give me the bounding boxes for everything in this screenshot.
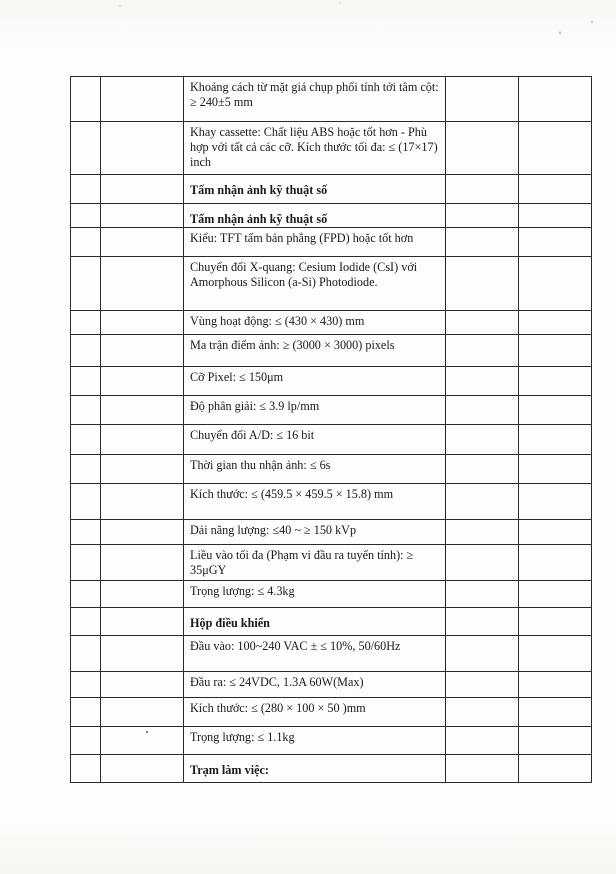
spec-description: Cỡ Pixel: ≤ 150μm	[184, 367, 446, 396]
empty-cell	[446, 727, 519, 755]
scan-dot	[146, 731, 148, 733]
spec-row	[71, 228, 592, 257]
spec-description: Kích thước: ≤ (280 × 100 × 50 )mm	[184, 698, 446, 727]
spec-row	[71, 367, 592, 396]
empty-cell	[519, 484, 592, 520]
spec-row	[71, 396, 592, 425]
empty-cell	[71, 455, 101, 484]
empty-cell	[519, 122, 592, 175]
empty-cell	[71, 77, 101, 122]
scan-specks	[0, 0, 616, 40]
spec-row	[71, 520, 592, 545]
spec-description: Chuyển đổi A/D: ≤ 16 bit	[184, 425, 446, 455]
empty-cell	[446, 311, 519, 335]
empty-cell	[446, 581, 519, 608]
section-heading-row	[71, 204, 592, 228]
empty-cell	[101, 608, 184, 636]
empty-cell	[101, 396, 184, 425]
spec-row	[71, 727, 592, 755]
empty-cell	[446, 122, 519, 175]
empty-cell	[101, 545, 184, 581]
spec-row	[71, 455, 592, 484]
spec-row	[71, 335, 592, 367]
empty-cell	[71, 727, 101, 755]
spec-description: Chuyển đổi X-quang: Cesium Iodide (CsI) với Amorphous Silicon (a-Si) Photodiode.	[184, 257, 446, 311]
empty-cell	[446, 520, 519, 545]
empty-cell	[519, 755, 592, 783]
empty-cell	[101, 175, 184, 204]
empty-cell	[519, 204, 592, 228]
empty-cell	[519, 545, 592, 581]
spec-row	[71, 636, 592, 672]
empty-cell	[446, 672, 519, 698]
empty-cell	[519, 257, 592, 311]
empty-cell	[71, 335, 101, 367]
empty-cell	[101, 311, 184, 335]
empty-cell	[446, 367, 519, 396]
section-heading-row	[71, 608, 592, 636]
empty-cell	[446, 396, 519, 425]
empty-cell	[71, 311, 101, 335]
spec-row	[71, 425, 592, 455]
empty-cell	[71, 175, 101, 204]
empty-cell	[519, 77, 592, 122]
empty-cell	[446, 175, 519, 204]
empty-cell	[446, 484, 519, 520]
empty-cell	[519, 396, 592, 425]
empty-cell	[519, 311, 592, 335]
empty-cell	[71, 755, 101, 783]
spec-description: Đầu ra: ≤ 24VDC, 1.3A 60W(Max)	[184, 672, 446, 698]
empty-cell	[71, 545, 101, 581]
spec-description: Trọng lượng: ≤ 1.1kg	[184, 727, 446, 755]
spec-row	[71, 698, 592, 727]
empty-cell	[71, 636, 101, 672]
spec-description: Khay cassette: Chất liệu ABS hoặc tốt hơn - Phù hợp với tất cả các cỡ. Kích thước tối đa: ≤ (17×17) inch	[184, 122, 446, 175]
spec-row	[71, 311, 592, 335]
spec-description: Liều vào tối đa (Phạm vi đầu ra tuyến tính): ≥ 35μGY	[184, 545, 446, 581]
empty-cell	[101, 204, 184, 228]
section-heading: Tấm nhận ảnh kỹ thuật số	[184, 175, 446, 204]
empty-cell	[519, 367, 592, 396]
empty-cell	[519, 335, 592, 367]
spec-description: Vùng hoạt động: ≤ (430 × 430) mm	[184, 311, 446, 335]
empty-cell	[101, 698, 184, 727]
empty-cell	[101, 122, 184, 175]
section-heading-row	[71, 755, 592, 783]
empty-cell	[71, 698, 101, 727]
spec-description: Đầu vào: 100~240 VAC ± ≤ 10%, 50/60Hz	[184, 636, 446, 672]
spec-description: Kiểu: TFT tấm bản phẳng (FPD) hoặc tốt hơn	[184, 228, 446, 257]
empty-cell	[101, 257, 184, 311]
spec-row	[71, 122, 592, 175]
spec-description: Độ phân giải: ≤ 3.9 lp/mm	[184, 396, 446, 425]
empty-cell	[519, 520, 592, 545]
empty-cell	[71, 257, 101, 311]
empty-cell	[446, 698, 519, 727]
empty-cell	[71, 228, 101, 257]
section-heading-row	[71, 175, 592, 204]
empty-cell	[446, 425, 519, 455]
spec-row	[71, 581, 592, 608]
empty-cell	[71, 122, 101, 175]
empty-cell	[519, 608, 592, 636]
empty-cell	[71, 367, 101, 396]
section-heading: Trạm làm việc:	[184, 755, 446, 783]
empty-cell	[101, 484, 184, 520]
empty-cell	[101, 77, 184, 122]
empty-cell	[71, 672, 101, 698]
empty-cell	[101, 581, 184, 608]
empty-cell	[519, 698, 592, 727]
empty-cell	[101, 367, 184, 396]
spec-description: Ma trận điểm ảnh: ≥ (3000 × 3000) pixels	[184, 335, 446, 367]
empty-cell	[71, 520, 101, 545]
empty-cell	[519, 727, 592, 755]
spec-description: Dải năng lượng: ≤40 ~ ≥ 150 kVp	[184, 520, 446, 545]
empty-cell	[101, 228, 184, 257]
spec-table-body	[71, 77, 592, 783]
empty-cell	[71, 204, 101, 228]
empty-cell	[101, 755, 184, 783]
spec-row	[71, 77, 592, 122]
section-heading: Tấm nhận ảnh kỹ thuật số	[184, 204, 446, 228]
empty-cell	[101, 425, 184, 455]
empty-cell	[446, 545, 519, 581]
spec-description: Thời gian thu nhận ảnh: ≤ 6s	[184, 455, 446, 484]
spec-row	[71, 484, 592, 520]
empty-cell	[101, 455, 184, 484]
empty-cell	[101, 335, 184, 367]
empty-cell	[101, 727, 184, 755]
empty-cell	[446, 204, 519, 228]
empty-cell	[101, 520, 184, 545]
empty-cell	[519, 581, 592, 608]
empty-cell	[446, 257, 519, 311]
empty-cell	[519, 672, 592, 698]
spec-table	[70, 76, 592, 783]
empty-cell	[446, 755, 519, 783]
empty-cell	[71, 396, 101, 425]
spec-row	[71, 672, 592, 698]
section-heading: Hộp điều khiển	[184, 608, 446, 636]
empty-cell	[519, 425, 592, 455]
empty-cell	[101, 636, 184, 672]
spec-row	[71, 545, 592, 581]
empty-cell	[71, 425, 101, 455]
spec-description: Trọng lượng: ≤ 4.3kg	[184, 581, 446, 608]
empty-cell	[446, 335, 519, 367]
empty-cell	[446, 636, 519, 672]
empty-cell	[446, 77, 519, 122]
empty-cell	[101, 672, 184, 698]
spec-row	[71, 257, 592, 311]
empty-cell	[519, 636, 592, 672]
spec-description: Khoảng cách từ mặt giá chụp phổi tính tới tâm cột: ≥ 240±5 mm	[184, 77, 446, 122]
empty-cell	[519, 175, 592, 204]
empty-cell	[71, 484, 101, 520]
empty-cell	[519, 455, 592, 484]
empty-cell	[446, 228, 519, 257]
spec-description: Kích thước: ≤ (459.5 × 459.5 × 15.8) mm	[184, 484, 446, 520]
empty-cell	[446, 455, 519, 484]
empty-cell	[519, 228, 592, 257]
empty-cell	[71, 608, 101, 636]
empty-cell	[446, 608, 519, 636]
empty-cell	[71, 581, 101, 608]
